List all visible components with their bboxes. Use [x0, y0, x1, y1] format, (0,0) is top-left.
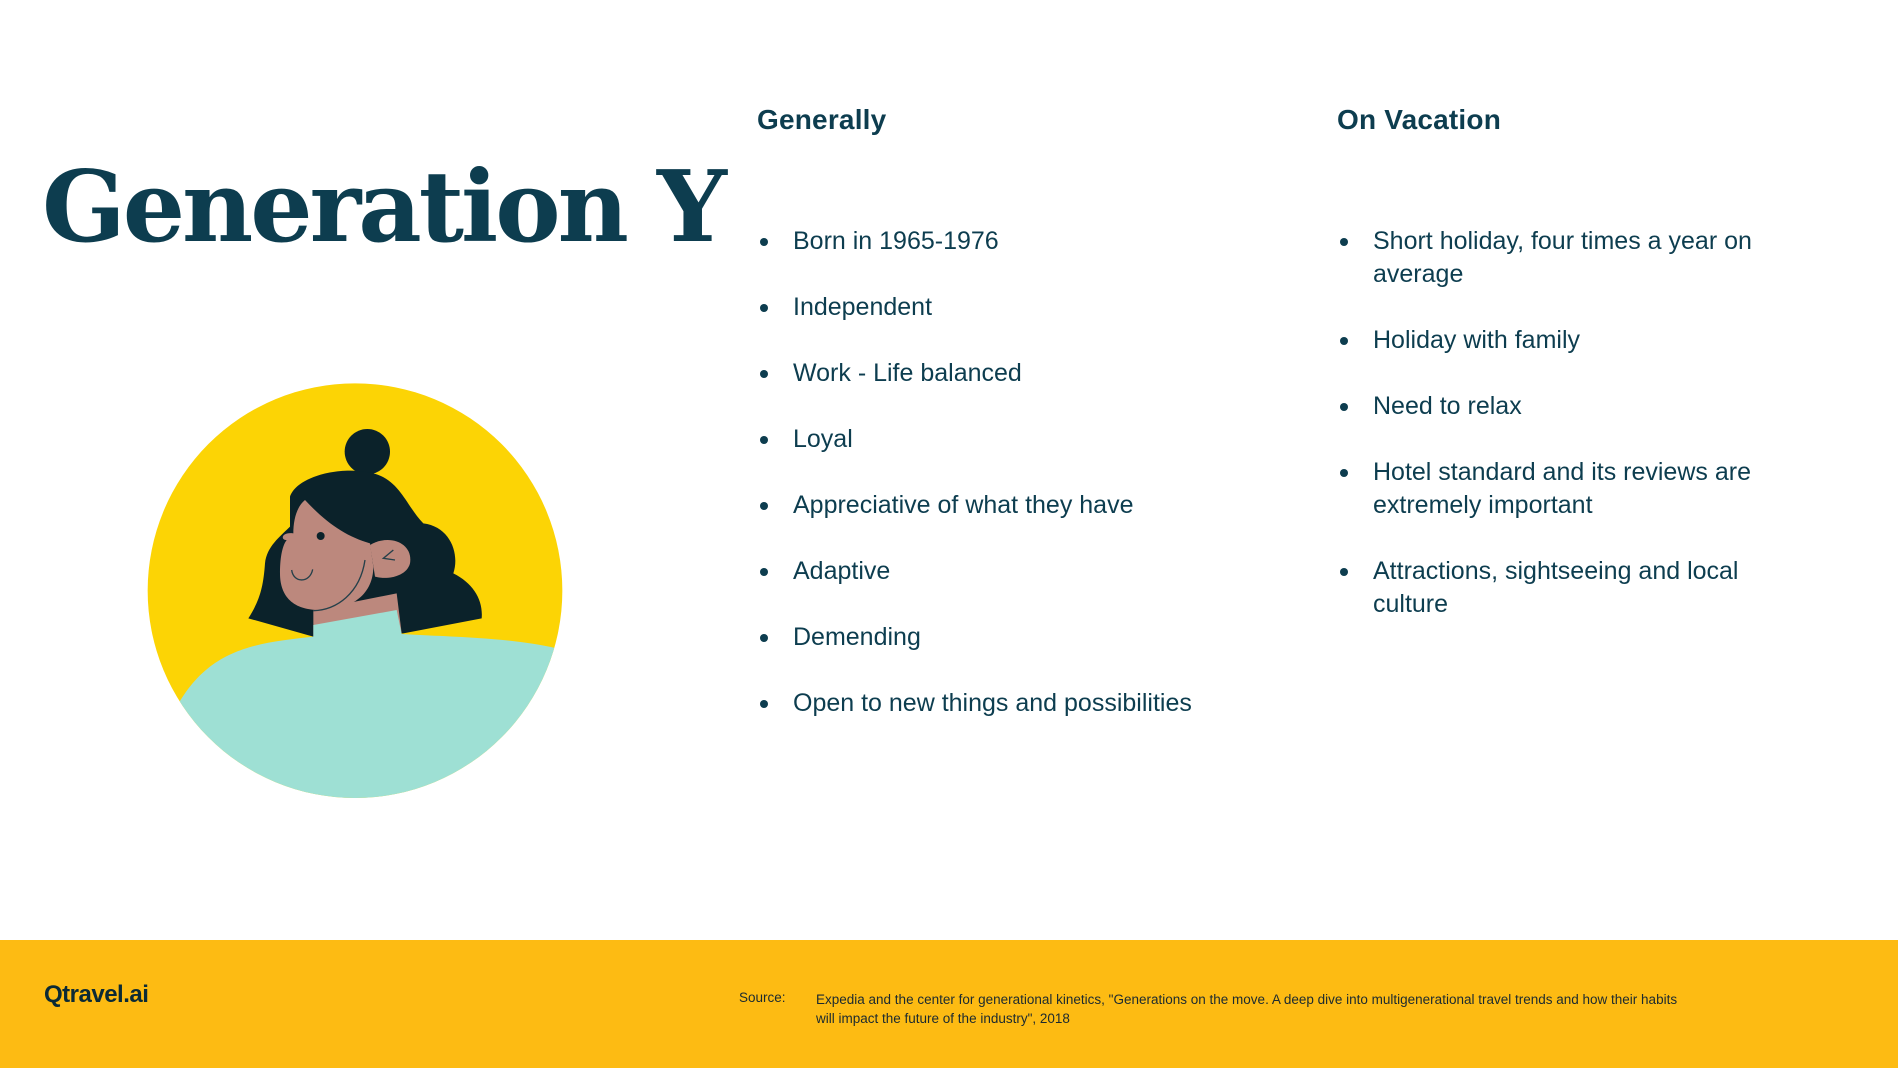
qtravel-logo: Qtravel.ai	[44, 981, 149, 1008]
list-item	[757, 357, 1217, 390]
footer	[0, 940, 1898, 1068]
list-item-text: Short holiday, four times a year on average	[1373, 227, 1752, 288]
list-item	[757, 687, 1217, 720]
bullet-icon	[760, 436, 768, 444]
list-item	[757, 555, 1217, 588]
list-item-text: Born in 1965-1976	[793, 227, 999, 255]
list-item-text: Loyal	[793, 425, 853, 453]
list-item	[1337, 390, 1757, 423]
source-label: Source:	[739, 990, 786, 1005]
bullet-icon	[1340, 469, 1348, 477]
avatar-illustration	[140, 380, 570, 800]
list-item-text: Attractions, sightseeing and local culture	[1373, 557, 1739, 618]
list-item-text: Open to new things and possibilities	[793, 689, 1192, 717]
bullet-icon	[1340, 238, 1348, 246]
bullet-icon	[760, 370, 768, 378]
bullet-icon	[760, 700, 768, 708]
source-text: Expedia and the center for generational kinetics, "Generations on the move. A deep dive into multigenerational travel trends and how their habits will impact the future of the industry", 2018	[816, 992, 1678, 1026]
list-item	[1337, 555, 1757, 621]
page-title: Generation Y	[42, 150, 724, 265]
list-item	[757, 621, 1217, 654]
generally-list	[757, 225, 1217, 753]
list-item-text: Appreciative of what they have	[793, 491, 1134, 519]
vacation-column	[1337, 104, 1752, 618]
vacation-list	[1337, 225, 1757, 654]
bullet-icon	[760, 304, 768, 312]
list-item	[757, 423, 1217, 456]
list-item	[1337, 456, 1757, 522]
bullet-icon	[760, 238, 768, 246]
list-item	[757, 291, 1217, 324]
list-item	[757, 489, 1217, 522]
eye	[317, 532, 325, 540]
bullet-icon	[760, 634, 768, 642]
generally-column	[757, 104, 1192, 717]
list-item	[1337, 225, 1757, 291]
list-item-text: Demending	[793, 623, 921, 651]
list-item	[757, 225, 1217, 258]
list-item-text: Adaptive	[793, 557, 891, 585]
list-item	[1337, 324, 1757, 357]
bullet-icon	[1340, 403, 1348, 411]
list-item-text: Independent	[793, 293, 933, 321]
list-item-text: Work - Life balanced	[793, 359, 1022, 387]
bullet-icon	[1340, 337, 1348, 345]
bullet-icon	[760, 502, 768, 510]
bullet-icon	[1340, 568, 1348, 576]
hair-bun	[345, 429, 390, 474]
list-item-text: Hotel standard and its reviews are extremely important	[1373, 458, 1751, 519]
list-item-text: Holiday with family	[1373, 326, 1581, 354]
bullet-icon	[760, 568, 768, 576]
generally-heading: Generally	[757, 104, 887, 135]
vacation-heading: On Vacation	[1337, 104, 1502, 135]
list-item-text: Need to relax	[1373, 392, 1522, 420]
